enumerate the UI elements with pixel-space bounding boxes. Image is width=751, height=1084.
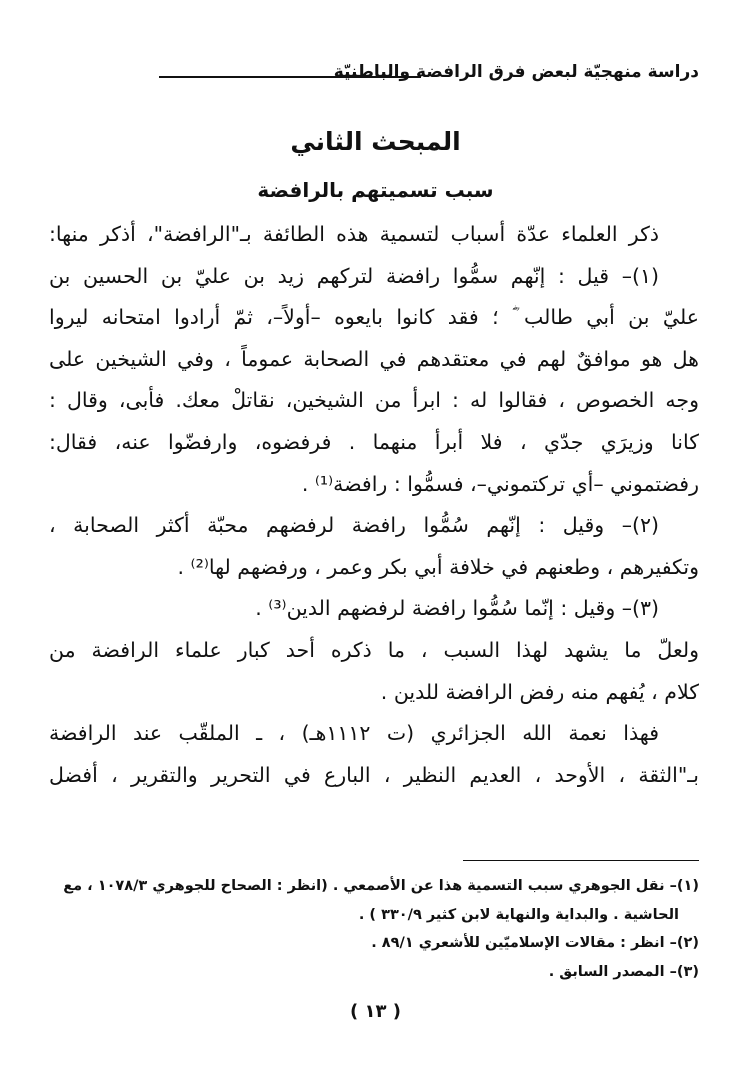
body-line: هل هو موافقٌ لهم في معتقدهم في الصحابة عموماً ، وفي الشيخين على	[49, 346, 699, 371]
body-line: (١)– قيل : إنّهم سمُّوا رافضة لتركهم زيد بن عليّ بن الحسين بن	[49, 263, 659, 288]
body-line: رفضتموني –أي تركتموني–، فسمُّوا : رافضة⁽¹⁾ .	[301, 471, 699, 496]
body-line: (٢)– وقيل : إنّهم سُمُّوا رافضة لرفضهم محبّة أكثر الصحابة ،	[49, 513, 659, 538]
body-line: وجه الخصوص ، فقالوا له : ابرأ من الشيخين، نقاتلْ معك. فأبى، وقال :	[49, 388, 699, 413]
body-text	[49, 214, 699, 796]
footnote-separator	[463, 860, 699, 861]
body-line: (٣)– وقيل : إنّما سُمُّوا رافضة لرفضهم الدين⁽³⁾ .	[255, 596, 659, 621]
body-line: كانا وزيرَي جدّي ، فلا أبرأ منهما . فرفضوه، وارفضّوا عنه، فقال:	[49, 429, 699, 454]
body-line: ذكر العلماء عدّة أسباب لتسمية هذه الطائفة بـ"الرافضة"، أذكر منها:	[49, 222, 659, 246]
footnote-line: (٣)– المصدر السابق .	[548, 963, 699, 980]
body-line: كلام ، يُفهم منه رفض الرافضة للدين .	[380, 679, 699, 704]
body-line: ولعلّ ما يشهد لهذا السبب ، ما ذكره أحد كبار علماء الرافضة من	[49, 637, 699, 662]
running-header-title: دراسة منهجيّة لبعض فرق الرافضة والباطنيّة	[333, 62, 699, 82]
section-subheading: سبب تسميتهم بالرافضة	[257, 178, 494, 202]
footnotes	[49, 872, 699, 986]
body-line: عليّ بن أبي طالب ؓ ؛ فقد كانوا بايعوه –أولاً–، ثمّ أرادوا امتحانه ليروا	[49, 305, 699, 330]
section-heading: المبحث الثاني	[290, 127, 461, 156]
footnote-line: (٢)– انظر : مقالات الإسلاميّين للأشعري ٨٩/١ .	[371, 935, 699, 951]
footnote-line: (١)– نقل الجوهري سبب التسمية هذا عن الأصمعي . (انظر : الصحاح للجوهري ١٠٧٨/٣ ، مع	[63, 878, 699, 894]
body-line: بـ"الثقة ، الأوحد ، العديم النظير ، البارع في التحرير والتقرير ، أفضل	[49, 762, 699, 787]
header-rule	[159, 76, 421, 78]
running-header	[109, 62, 699, 88]
footnote-line: الحاشية . والبداية والنهاية لابن كثير ٣٣٠/٩ ) .	[358, 906, 679, 923]
body-line: وتكفيرهم ، وطعنهم في خلافة أبي بكر وعمر ، ورفضهم لها⁽²⁾ .	[177, 554, 699, 579]
page-number: ( ١٣ )	[350, 1001, 401, 1022]
body-line: فهذا نعمة الله الجزائري (ت ١١١٢هـ) ، ـ الملقّب عند الرافضة	[49, 721, 660, 746]
